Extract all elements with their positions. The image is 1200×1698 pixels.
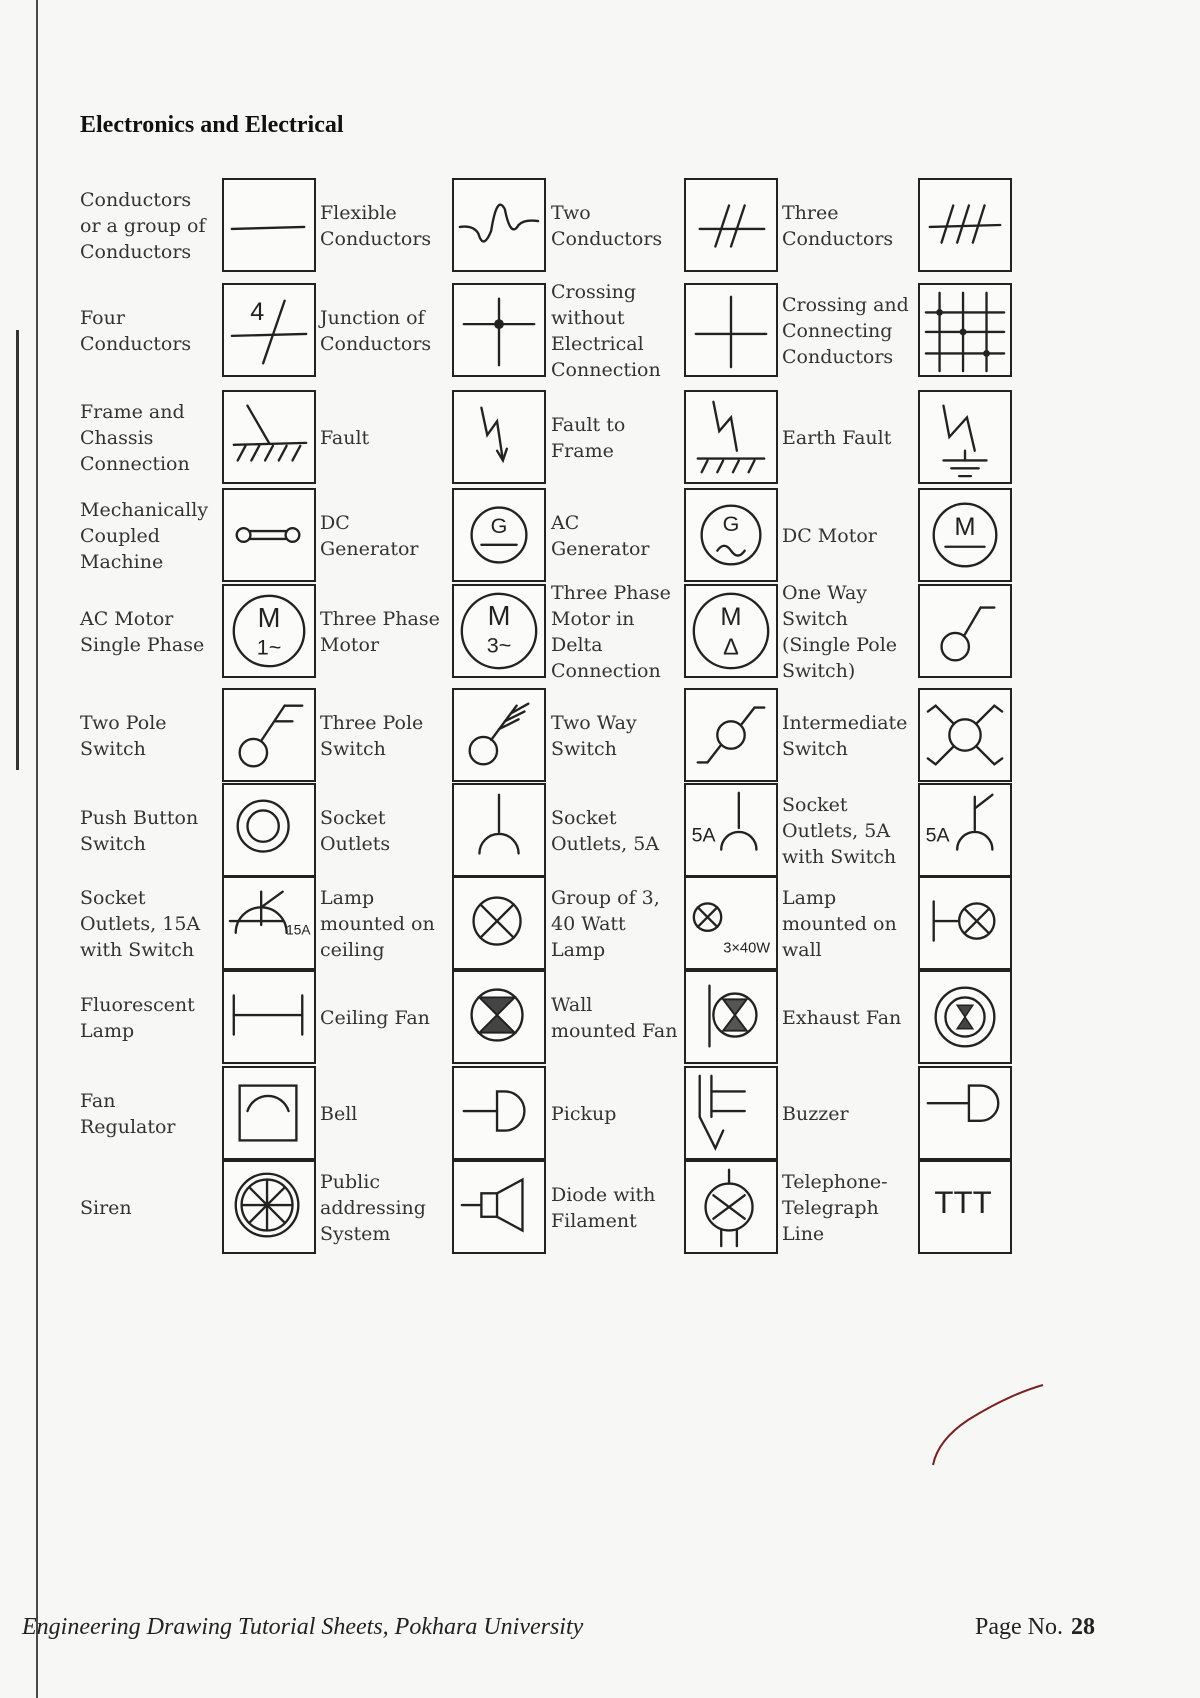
electrical-symbol-icon <box>224 1068 314 1158</box>
symbol-label: Flexible Conductors <box>320 202 432 250</box>
symbol-box <box>222 584 316 678</box>
electrical-symbol-icon <box>454 490 544 580</box>
symbol-label: Buzzer <box>782 1103 849 1125</box>
symbol-label: Three Pole Switch <box>320 712 424 760</box>
electrical-symbol-icon <box>454 1068 544 1158</box>
page-number: 28 <box>1070 1614 1095 1640</box>
symbol-label: Junction of Conductors <box>320 307 432 355</box>
symbol-label: Bell <box>320 1103 358 1125</box>
symbol-label: Siren <box>80 1197 132 1219</box>
symbol-box <box>684 584 778 678</box>
symbol-label: Lamp mounted on wall <box>782 887 897 961</box>
symbol-label: Three Conductors <box>782 202 894 250</box>
electrical-symbol-icon <box>920 285 1010 375</box>
symbol-row <box>0 1066 1200 1162</box>
symbol-text-g: G <box>722 512 740 537</box>
symbol-text-ac1: 1~ <box>256 635 282 660</box>
symbol-label: Socket Outlets, 15A with Switch <box>80 887 201 961</box>
electrical-symbol-icon <box>920 1162 1010 1252</box>
electrical-symbol-icon <box>686 180 776 270</box>
symbol-text-m: M <box>257 602 281 634</box>
symbol-box <box>918 283 1012 377</box>
symbol-label: Fan Regulator <box>80 1090 176 1138</box>
electrical-symbol-icon <box>224 490 314 580</box>
symbol-label: Ceiling Fan <box>320 1007 430 1029</box>
symbol-box <box>222 1066 316 1160</box>
symbol-box <box>222 783 316 877</box>
electrical-symbol-icon <box>454 285 544 375</box>
electrical-symbol-icon <box>224 878 314 968</box>
symbol-label: Diode with Filament <box>551 1184 656 1232</box>
symbol-box <box>222 1160 316 1254</box>
electrical-symbol-icon <box>454 1162 544 1252</box>
electrical-symbol-icon <box>454 180 544 270</box>
symbol-label: AC Motor Single Phase <box>80 608 205 656</box>
page-label: Page No. <box>975 1614 1063 1640</box>
symbol-box <box>222 488 316 582</box>
symbol-box <box>452 584 546 678</box>
symbol-box <box>452 688 546 782</box>
check-mark-icon <box>928 1380 1048 1470</box>
symbol-row <box>0 283 1200 379</box>
electrical-symbol-icon <box>454 690 544 780</box>
symbol-box <box>684 390 778 484</box>
electrical-symbol-icon <box>224 180 314 270</box>
symbol-box <box>918 783 1012 877</box>
symbol-box <box>222 688 316 782</box>
electrical-symbol-icon <box>920 490 1010 580</box>
symbol-box <box>918 584 1012 678</box>
symbol-label: Socket Outlets, 5A with Switch <box>782 794 897 868</box>
symbol-box <box>684 178 778 272</box>
symbol-text-m: M <box>720 603 742 632</box>
symbol-label: Exhaust Fan <box>782 1007 902 1029</box>
electrical-symbol-icon <box>686 690 776 780</box>
symbol-row <box>0 488 1200 584</box>
symbol-box <box>452 783 546 877</box>
symbol-label: One Way Switch (Single Pole Switch) <box>782 582 898 682</box>
electrical-symbol-icon <box>686 1068 776 1158</box>
symbol-label: Telephone- Telegraph Line <box>782 1171 888 1245</box>
symbol-label: Three Phase Motor <box>320 608 440 656</box>
symbol-label: Conductors or a group of Conductors <box>80 189 206 263</box>
electrical-symbol-icon <box>224 392 314 482</box>
symbol-box <box>918 688 1012 782</box>
electrical-symbol-icon <box>454 878 544 968</box>
symbol-box <box>222 876 316 970</box>
symbol-box <box>452 970 546 1064</box>
electrical-symbol-icon <box>224 785 314 875</box>
symbol-text-g: G <box>490 514 508 539</box>
electrical-symbol-icon <box>224 285 314 375</box>
symbol-text-m: M <box>954 513 976 541</box>
symbol-box <box>918 178 1012 272</box>
symbol-box <box>918 488 1012 582</box>
symbol-text-five_a: 5A <box>691 824 716 847</box>
electrical-symbol-icon <box>686 785 776 875</box>
symbol-box <box>918 876 1012 970</box>
electrical-symbol-icon <box>920 586 1010 676</box>
symbol-box <box>452 876 546 970</box>
symbol-box <box>452 1160 546 1254</box>
symbol-label: Fault <box>320 427 370 449</box>
symbol-label: Group of 3, 40 Watt Lamp <box>551 887 660 961</box>
symbol-box <box>222 970 316 1064</box>
symbol-label: Two Conductors <box>551 202 663 250</box>
symbol-label: Socket Outlets <box>320 807 391 855</box>
electrical-symbol-icon <box>454 972 544 1062</box>
symbol-box <box>222 283 316 377</box>
electrical-symbol-icon <box>224 586 314 676</box>
symbol-label: DC Generator <box>320 512 419 560</box>
symbol-box <box>684 488 778 582</box>
symbol-box <box>918 1066 1012 1160</box>
symbol-box <box>684 1160 778 1254</box>
electrical-symbol-icon <box>454 785 544 875</box>
electrical-symbol-icon <box>686 972 776 1062</box>
symbol-label: Four Conductors <box>80 307 192 355</box>
electrical-symbol-icon <box>920 392 1010 482</box>
symbol-text-m: M <box>487 600 511 632</box>
electrical-symbol-icon <box>920 878 1010 968</box>
electrical-symbol-icon <box>686 1162 776 1252</box>
symbol-label: Lamp mounted on ceiling <box>320 887 435 961</box>
electrical-symbol-icon <box>920 1068 1010 1158</box>
symbol-label: Fault to Frame <box>551 414 626 462</box>
symbol-text-fifteen_a: 15A <box>286 922 311 938</box>
symbol-box <box>684 783 778 877</box>
symbol-label: Two Pole Switch <box>80 712 167 760</box>
symbol-label: Crossing and Connecting Conductors <box>782 294 909 368</box>
electrical-symbol-icon <box>920 690 1010 780</box>
electrical-symbol-icon <box>224 972 314 1062</box>
symbol-text-delta: Δ <box>723 633 739 660</box>
symbol-row <box>0 876 1200 972</box>
electrical-symbol-icon <box>686 586 776 676</box>
symbol-text-forty_w: 3×40W <box>723 940 771 957</box>
electrical-symbol-icon <box>454 392 544 482</box>
symbol-row <box>0 178 1200 274</box>
symbol-box <box>452 283 546 377</box>
symbol-label: Crossing without Electrical Connection <box>551 281 661 381</box>
electrical-symbol-icon <box>224 690 314 780</box>
symbol-text-ttt: TTT <box>934 1184 992 1220</box>
symbol-label: DC Motor <box>782 525 877 547</box>
symbol-label: Earth Fault <box>782 427 892 449</box>
symbol-label: Wall mounted Fan <box>551 994 678 1042</box>
electrical-symbol-icon <box>920 972 1010 1062</box>
electrical-symbol-icon <box>686 285 776 375</box>
symbol-row <box>0 1160 1200 1256</box>
symbol-label: Fluorescent Lamp <box>80 994 195 1042</box>
symbol-box <box>684 970 778 1064</box>
symbol-label: Push Button Switch <box>80 807 199 855</box>
symbol-box <box>684 688 778 782</box>
symbol-box <box>452 1066 546 1160</box>
symbol-label: Socket Outlets, 5A <box>551 807 660 855</box>
symbol-label: Pickup <box>551 1103 617 1125</box>
electrical-symbol-icon <box>686 490 776 580</box>
symbol-box <box>684 1066 778 1160</box>
symbol-box <box>918 1160 1012 1254</box>
symbol-box <box>918 390 1012 484</box>
symbol-label: Three Phase Motor in Delta Connection <box>551 582 671 682</box>
electrical-symbol-icon <box>920 180 1010 270</box>
symbol-row <box>0 390 1200 486</box>
symbol-box <box>684 876 778 970</box>
symbol-text-four: 4 <box>250 298 265 327</box>
electrical-symbol-icon <box>686 392 776 482</box>
symbol-label: AC Generator <box>551 512 650 560</box>
footer-source: Engineering Drawing Tutorial Sheets, Pokhara University <box>22 1614 584 1640</box>
symbol-box <box>452 390 546 484</box>
symbol-label: Public addressing System <box>320 1171 426 1245</box>
symbol-row <box>0 783 1200 879</box>
symbol-text-five_a: 5A <box>925 824 950 847</box>
symbol-box <box>918 970 1012 1064</box>
symbol-label: Two Way Switch <box>551 712 637 760</box>
symbol-row <box>0 688 1200 784</box>
symbol-box <box>222 390 316 484</box>
electrical-symbol-icon <box>224 1162 314 1252</box>
symbol-label: Intermediate Switch <box>782 712 908 760</box>
symbol-box <box>684 283 778 377</box>
section-heading: Electronics and Electrical <box>80 112 344 138</box>
symbol-text-ac3: 3~ <box>486 633 512 658</box>
symbol-row <box>0 584 1200 680</box>
symbol-label: Frame and Chassis Connection <box>80 401 190 475</box>
electrical-symbol-icon <box>920 785 1010 875</box>
electrical-symbol-icon <box>454 586 544 676</box>
electrical-symbol-icon <box>686 878 776 968</box>
footer-page <box>975 1614 1095 1641</box>
symbol-label: Mechanically Coupled Machine <box>80 499 209 573</box>
symbol-box <box>452 488 546 582</box>
symbol-row <box>0 970 1200 1066</box>
symbol-box <box>452 178 546 272</box>
symbol-box <box>222 178 316 272</box>
